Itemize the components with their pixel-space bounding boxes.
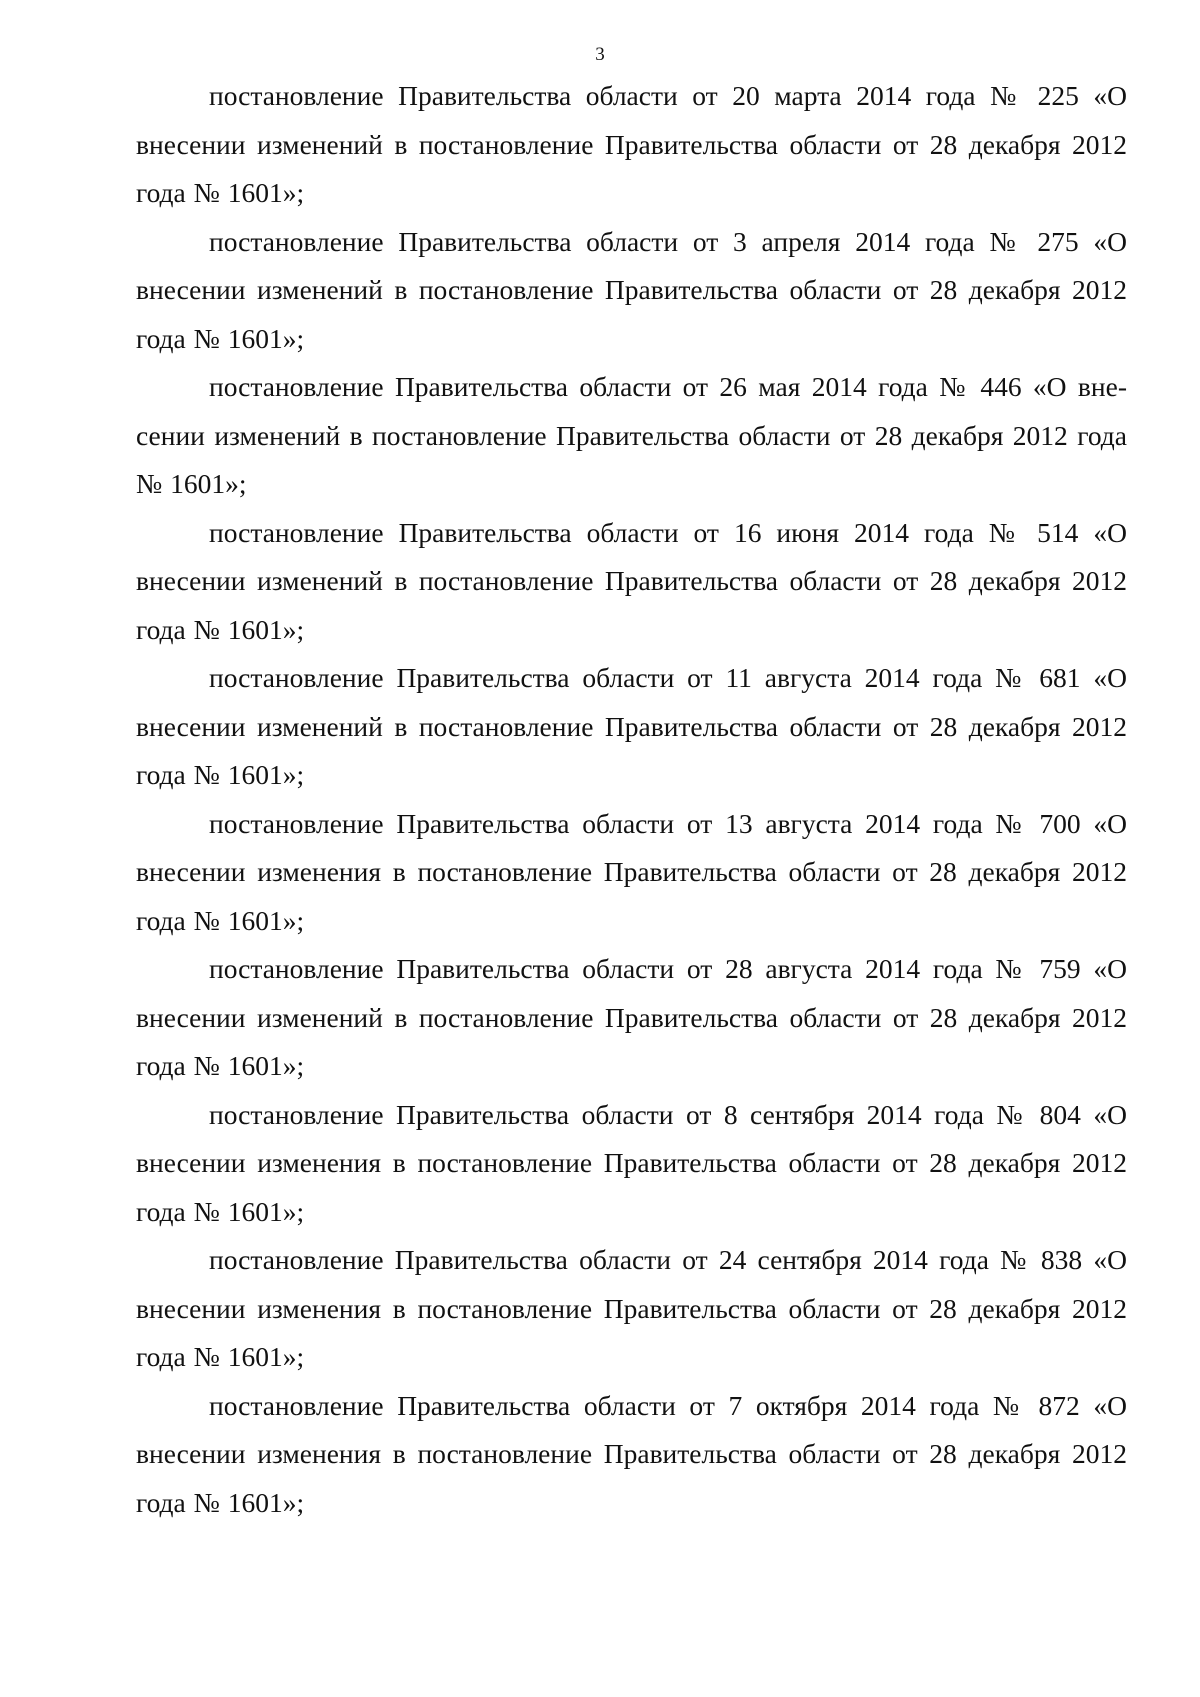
document-body: [136, 72, 1127, 1527]
page-number: 3: [595, 44, 605, 65]
paragraph-resolution-225: постановление Правительства области от 20 марта 2014 года № 225 «О внесении изменений в постановление Правительства области от 28 декабря 2012 года № 1601»;: [136, 80, 1127, 208]
paragraph-resolution-446: постановление Правительства области от 26 мая 2014 года № 446 «О внесении изменений в постановление Правительства области от 28 декабря 2012 года № 1601»;: [136, 371, 1127, 499]
paragraph-resolution-681: постановление Правительства области от 11 августа 2014 года № 681 «О внесении изменений в постановление Правительства области от 28 декабря 2012 года № 1601»;: [136, 662, 1127, 790]
paragraph-resolution-514: постановление Правительства области от 16 июня 2014 года № 514 «О внесении изменений в постановление Правительства области от 28 декабря 2012 года № 1601»;: [136, 516, 1127, 645]
paragraph-resolution-804: постановление Правительства области от 8 сентября 2014 года № 804 «О внесении изменения в постановление Правительства области от 28 декабря 2012 года № 1601»;: [136, 1098, 1127, 1227]
paragraph-resolution-838: постановление Правительства области от 24 сентября 2014 года № 838 «О внесении изменения в постановление Правительства области от 28 декабря 2012 года № 1601»;: [136, 1244, 1127, 1372]
paragraph-resolution-700: постановление Правительства области от 13 августа 2014 года № 700 «О внесении изменения в постановление Правительства области от 28 декабря 2012 года № 1601»;: [136, 807, 1127, 936]
paragraph-resolution-759: постановление Правительства области от 28 августа 2014 года № 759 «О внесении изменений в постановление Правительства области от 28 декабря 2012 года № 1601»;: [136, 953, 1127, 1081]
paragraph-resolution-275: постановление Правительства области от 3 апреля 2014 года № 275 «О внесении изменений в постановление Правительства области от 28 декабря 2012 года № 1601»;: [136, 225, 1127, 354]
paragraph-resolution-872: постановление Правительства области от 7 октября 2014 года № 872 «О внесении изменения в постановление Правительства области от 28 декабря 2012 года № 1601»;: [136, 1389, 1127, 1518]
